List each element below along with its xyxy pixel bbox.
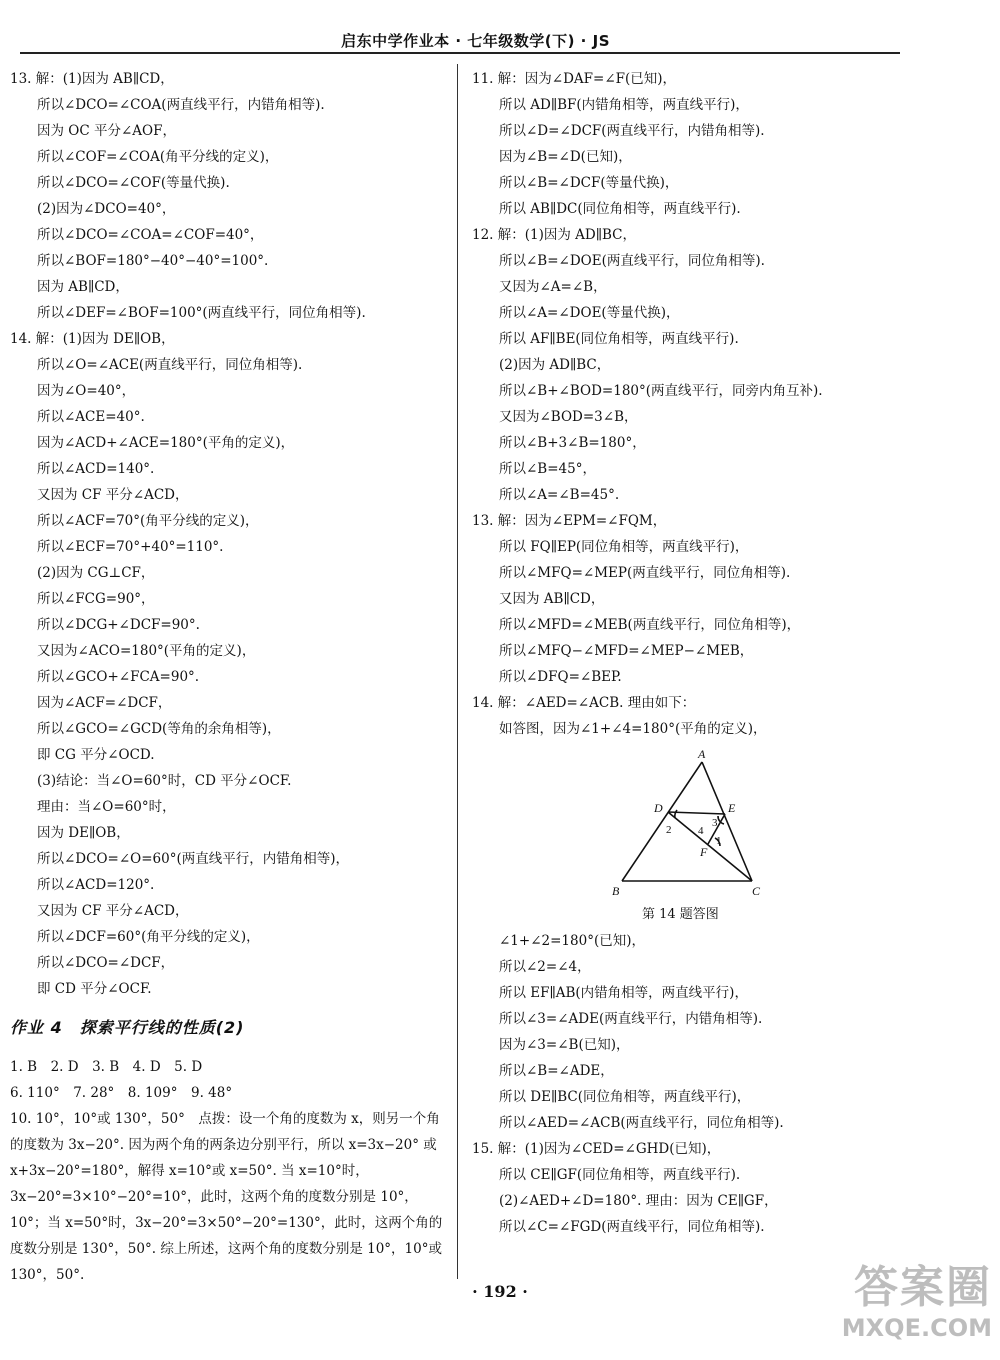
figure-caption: 第 14 题答图 — [642, 907, 719, 922]
text-line: 所以 DE∥BC(同位角相等，两直线平行)， — [499, 1089, 751, 1105]
text-line: 所以∠ECF=70°+40°=110°. — [37, 539, 224, 555]
watermark-url: MXQE.COM — [841, 1314, 992, 1342]
text-line: 所以∠DCF=60°(角平分线的定义)， — [37, 929, 260, 945]
point-label: B — [612, 884, 620, 896]
text-line: (2)因为 AD∥BC， — [499, 357, 611, 373]
point-label: F — [700, 845, 708, 859]
left-lines-group — [10, 66, 445, 1002]
text-line: 14. 解：∠AED=∠ACB. 理由如下： — [472, 695, 696, 711]
text-line: 所以 EF∥AB(内错角相等，两直线平行)， — [499, 985, 748, 1001]
text-line: 所以∠AED=∠ACB(两直线平行，同位角相等). — [499, 1115, 784, 1131]
text-line: 15. 解：(1)因为∠CED=∠GHD(已知)， — [472, 1141, 721, 1157]
text-line: 所以∠MFQ=∠MEP(两直线平行，同位角相等). — [499, 565, 791, 581]
watermark-text: 答案圈 — [854, 1262, 992, 1313]
text-line: 13. 解：(1)因为 AB∥CD， — [10, 71, 174, 87]
text-line: 因为∠ACD+∠ACE=180°(平角的定义)， — [37, 435, 295, 451]
text-line: 所以∠DCO=∠COA=∠COF=40°， — [37, 227, 264, 243]
text-line: 即 CG 平分∠OCD. — [37, 747, 155, 763]
text-line: 14. 解：(1)因为 DE∥OB， — [10, 331, 175, 347]
text-line: 所以∠C=∠FGD(两直线平行，同位角相等). — [499, 1219, 765, 1235]
section-title: 作业 4 探索平行线的性质(2) — [10, 1018, 245, 1037]
text-line: 即 CD 平分∠OCF. — [37, 981, 152, 997]
header-title: 启东中学作业本 · 七年级数学(下) · JS — [341, 32, 610, 50]
left-column — [10, 66, 445, 1288]
text-line: 所以∠GCO=∠GCD(等角的余角相等)， — [37, 721, 281, 737]
text-line: 11. 解：因为∠DAF=∠F(已知)， — [472, 71, 677, 87]
text-line: 所以∠2=∠4， — [499, 959, 591, 975]
text-line: 所以∠B=45°， — [499, 461, 596, 477]
text-line: (3)结论：当∠O=60°时，CD 平分∠OCF. — [37, 773, 292, 789]
text-line: 12. 解：(1)因为 AD∥BC， — [472, 227, 636, 243]
text-line: (2)因为 CG⊥CF， — [37, 565, 155, 581]
text-line: 所以∠DCO=∠COA(两直线平行，内错角相等). — [37, 97, 325, 113]
text-line: 所以∠FCG=90°， — [37, 591, 155, 607]
text-line: 13. 解：因为∠EPM=∠FQM， — [472, 513, 667, 529]
column-divider — [457, 64, 458, 1279]
text-line: (2)∠AED+∠D=180°. 理由：因为 CE∥GF， — [499, 1193, 778, 1209]
text-line: 所以∠O=∠ACE(两直线平行，同位角相等). — [37, 357, 303, 373]
segment-de — [668, 812, 725, 814]
text-line: 所以∠ACD=140°. — [37, 461, 155, 477]
text-line: 所以∠D=∠DCF(两直线平行，内错角相等). — [499, 123, 765, 139]
text-line: 因为∠O=40°， — [37, 383, 136, 399]
text-line: 理由：当∠O=60°时， — [37, 799, 176, 815]
q10-paragraph: 10. 10°，10°或 130°，50° 点拨：设一个角的度数为 x，则另一个角的度数为 3x−20°. 因为两个角的两条边分别平行，所以 x=3x−20° 或 x+3x−20°=180°，解得 x=10°或 x=50°. 当 x=10°时，3x−20°=3×10°−20°=10°，此时，这两个角的度数分别是 10°，10°；当 x=50°时，3x−20°=3×50°−20°=130°，此时，这两个角的度数分别是 130°，50°. 综上所述，这两个角的度数分别是 10°，10°或 130°，50°. — [10, 1111, 443, 1283]
text-line: 所以∠MFQ−∠MFD=∠MEP−∠MEB， — [499, 643, 754, 659]
text-line: 所以∠B+3∠B=180°， — [499, 435, 646, 451]
side-ab — [622, 762, 702, 881]
angle-arc-2 — [675, 810, 677, 818]
text-line: 所以∠DFQ=∠BEP. — [499, 669, 622, 685]
text-line: 因为∠3=∠B(已知)， — [499, 1037, 630, 1053]
text-line: 所以 AD∥BF(内错角相等，两直线平行)， — [499, 97, 749, 113]
text-line: 所以 AF∥BE(同位角相等，两直线平行). — [499, 331, 739, 347]
right-lines-group — [472, 928, 812, 1240]
text-line: 所以 CE∥GF(同位角相等，两直线平行). — [499, 1167, 741, 1183]
text-line: 所以∠B=∠ADE， — [499, 1063, 614, 1079]
text-line: 又因为∠A=∠B， — [499, 279, 607, 295]
segment-dc — [668, 812, 752, 881]
text-line: 所以∠GCO+∠FCA=90°. — [37, 669, 200, 685]
text-line: 所以∠DCO=∠O=60°(两直线平行，内错角相等)， — [37, 851, 349, 867]
text-line: 所以∠DCO=∠DCF， — [37, 955, 175, 971]
text-line: 所以∠B=∠DCF(等量代换)， — [499, 175, 679, 191]
text-line: 又因为 CF 平分∠ACD， — [37, 487, 189, 503]
text-line: 又因为 AB∥CD， — [499, 591, 605, 607]
angle-label: 2 — [666, 824, 672, 836]
text-line: 所以∠DCG+∠DCF=90°. — [37, 617, 200, 633]
answer-line: 1. B 2. D 3. B 4. D 5. D — [10, 1059, 203, 1075]
text-line: 又因为∠BOD=3∠B， — [499, 409, 638, 425]
text-line: 所以∠B+∠BOD=180°(两直线平行，同旁内角互补). — [499, 383, 823, 399]
right-lines-group — [472, 66, 823, 742]
angle-label: 3 — [712, 817, 718, 829]
text-line: 所以∠BOF=180°−40°−40°=100°. — [37, 253, 269, 269]
triangle-figure — [472, 742, 812, 902]
text-line: 所以 FQ∥EP(同位角相等，两直线平行)， — [499, 539, 749, 555]
text-line: 因为 AB∥CD， — [37, 279, 129, 295]
text-line: 所以 AB∥DC(同位角相等，两直线平行). — [499, 201, 741, 217]
text-line: 所以∠COF=∠COA(角平分线的定义)， — [37, 149, 279, 165]
text-line: 所以∠B=∠DOE(两直线平行，同位角相等). — [499, 253, 765, 269]
text-line: 因为 OC 平分∠AOF， — [37, 123, 176, 139]
text-line: 所以∠3=∠ADE(两直线平行，内错角相等). — [499, 1011, 763, 1027]
point-label: C — [752, 884, 761, 896]
point-label: E — [728, 801, 736, 815]
text-line: (2)因为∠DCO=40°， — [37, 201, 176, 217]
header-rule — [20, 52, 900, 54]
text-line: 因为 DE∥OB， — [37, 825, 130, 841]
angle-label: 4 — [698, 825, 704, 837]
angle-label: 1 — [716, 835, 722, 847]
text-line: 所以∠DEF=∠BOF=100°(两直线平行，同位角相等). — [37, 305, 366, 321]
text-line: 所以∠ACF=70°(角平分线的定义)， — [37, 513, 259, 529]
page-header — [20, 24, 900, 54]
text-line: 如答图，因为∠1+∠4=180°(平角的定义)， — [499, 721, 767, 737]
text-line: 所以∠DCO=∠COF(等量代换). — [37, 175, 230, 191]
text-line: 所以∠ACE=40°. — [37, 409, 145, 425]
answer-line: 6. 110° 7. 28° 8. 109° 9. 48° — [10, 1085, 233, 1101]
point-label: D — [654, 801, 663, 815]
text-line: 所以∠A=∠B=45°. — [499, 487, 620, 503]
watermark-logo — [822, 1262, 992, 1352]
text-line: 因为∠B=∠D(已知)， — [499, 149, 632, 165]
text-line: 又因为 CF 平分∠ACD， — [37, 903, 189, 919]
text-line: 所以∠A=∠DOE(等量代换)， — [499, 305, 680, 321]
page-number: · 192 · — [472, 1282, 528, 1301]
text-line: 所以∠ACD=120°. — [37, 877, 155, 893]
triangle-diagram — [612, 746, 772, 896]
text-line: ∠1+∠2=180°(已知)， — [499, 933, 645, 949]
text-line: 又因为∠ACO=180°(平角的定义)， — [37, 643, 256, 659]
text-line: 因为∠ACF=∠DCF， — [37, 695, 172, 711]
right-column — [472, 66, 823, 1240]
point-label: A — [698, 747, 706, 761]
text-line: 所以∠MFD=∠MEB(两直线平行，同位角相等)， — [499, 617, 801, 633]
side-ac — [702, 762, 752, 881]
